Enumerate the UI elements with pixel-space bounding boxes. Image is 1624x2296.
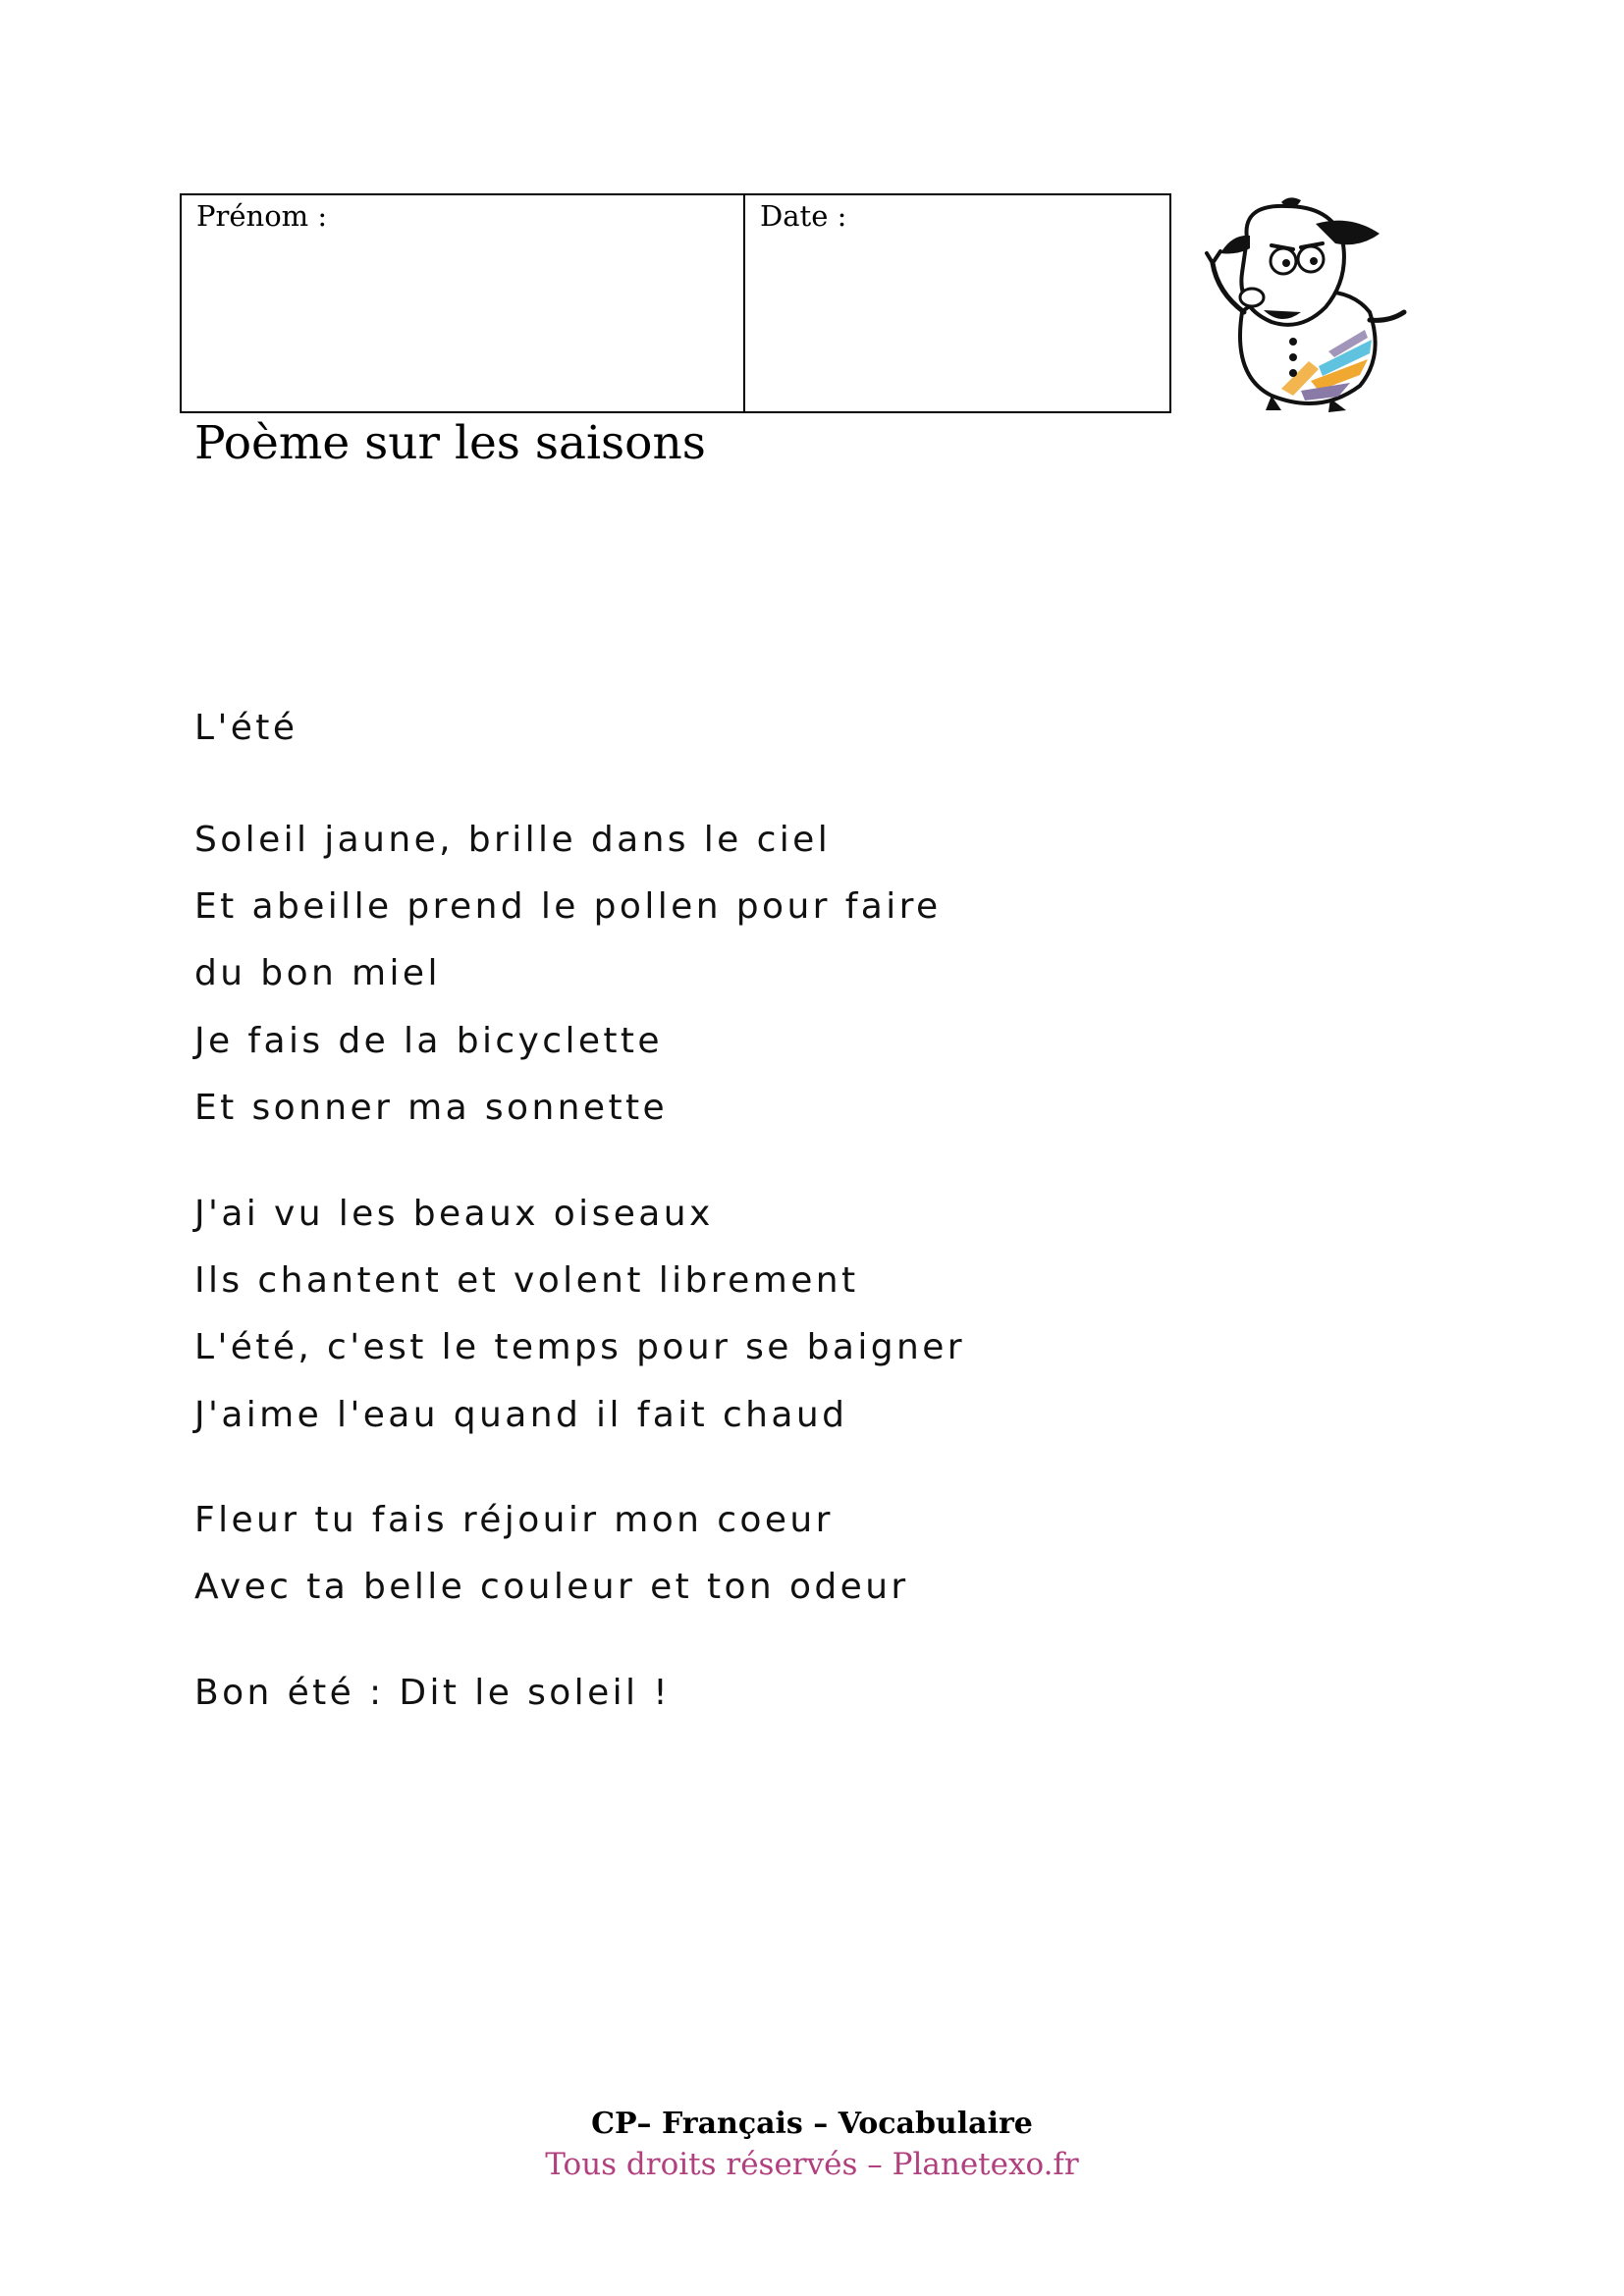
poem-heading: L'été [194,708,298,748]
footer-subject: CP– Français – Vocabulaire [591,2107,1033,2141]
name-field[interactable] [182,195,745,411]
poem-line: Et sonner ma sonnette [194,1088,669,1128]
poem-line: J'aime l'eau quand il fait chaud [194,1395,848,1435]
date-label: Date : [760,199,847,233]
poem-line: Fleur tu fais réjouir mon coeur [194,1500,834,1540]
page-title: Poème sur les saisons [194,416,706,470]
poem-line: J'ai vu les beaux oiseaux [194,1194,714,1234]
poem-line: Bon été : Dit le soleil ! [194,1673,672,1713]
poem-line: Ils chantent et volent librement [194,1260,859,1301]
poem-line: Avec ta belle couleur et ton odeur [194,1567,909,1607]
student-info-table [180,193,1171,413]
sheep-mascot-icon [1203,194,1413,415]
poem-line: du bon miel [194,953,441,993]
poem-line: Et abeille prend le pollen pour faire [194,886,942,927]
poem-line: Soleil jaune, brille dans le ciel [194,820,832,860]
name-label: Prénom : [196,199,328,233]
date-field[interactable] [745,195,1169,411]
poem-line: Je fais de la bicyclette [194,1021,663,1061]
footer-copyright[interactable]: Tous droits réservés – Planetexo.fr [545,2147,1079,2182]
poem-line: L'été, c'est le temps pour se baigner [194,1327,965,1367]
